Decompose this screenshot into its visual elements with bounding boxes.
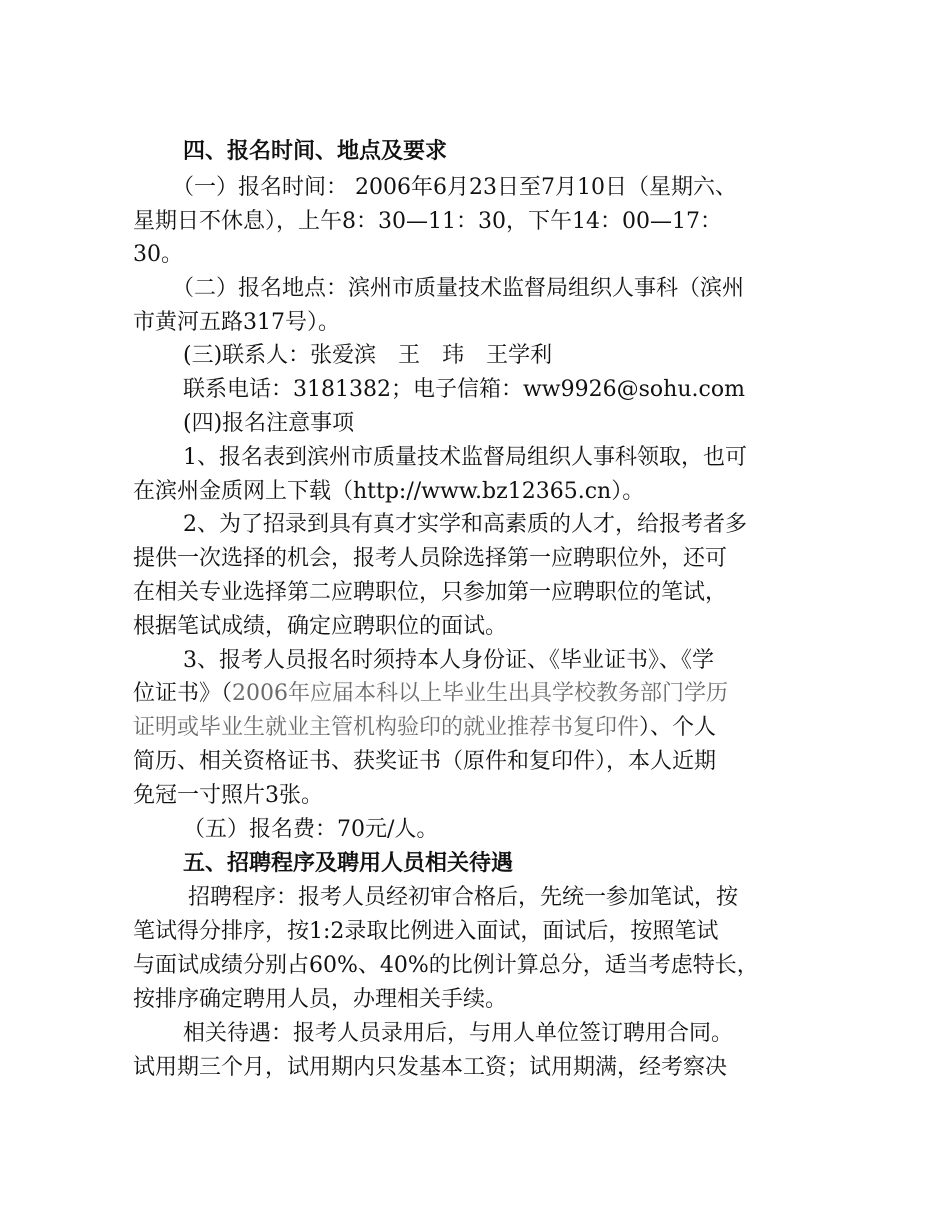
note-2-line-2: 提供一次选择的机会，报考人员除选择第一应聘职位外，还可 <box>133 546 728 571</box>
note-1-line-2: 在滨州金质网上下载（http://www.bz12365.cn）。 <box>133 479 645 504</box>
note-3-line-3 <box>133 710 716 746</box>
note-3-gray-text-1: 2006年应届本科以上毕业生出具学校教务部门学历 <box>232 681 729 706</box>
treatment-line-2: 试用期三个月，试用期内只发基本工资；试用期满，经考察决 <box>133 1055 728 1080</box>
note-3-suffix: ）、个人 <box>639 715 717 740</box>
procedure-line-2: 笔试得分排序，按1:2录取比例进入面试，面试后，按照笔试 <box>133 919 719 944</box>
note-2-line-3: 在相关专业选择第二应聘职位，只参加第一应聘职位的笔试， <box>133 580 728 605</box>
note-3-line-4: 简历、相关资格证书、获奖证书（原件和复印件），本人近期 <box>133 749 717 774</box>
section-heading-5: 五、招聘程序及聘用人员相关待遇 <box>183 851 514 876</box>
note-2-line-4: 根据笔试成绩，确定应聘职位的面试。 <box>133 614 508 639</box>
treatment-line-1: 相关待遇：报考人员录用后，与用人单位签订聘用合同。 <box>183 1021 734 1046</box>
registration-time-line-2: 星期日不休息），上午8：30—11：30，下午14：00—17： <box>133 209 722 234</box>
registration-fee-line: （五）报名费：70元/人。 <box>183 817 439 842</box>
note-3-line-2 <box>133 676 728 712</box>
note-3-prefix: 位证书》（ <box>133 681 233 706</box>
registration-time-line-1: （一）报名时间： 2006年6月23日至7月10日（星期六、 <box>172 175 737 200</box>
note-3-line-5: 免冠一寸照片3张。 <box>133 783 323 808</box>
section-heading-4: 四、报名时间、地点及要求 <box>183 139 448 164</box>
procedure-line-1: 招聘程序：报考人员经初审合格后，先统一参加笔试，按 <box>188 885 739 910</box>
note-3-line-1: 3、报考人员报名时须持本人身份证、《毕业证书》、《学 <box>183 648 714 673</box>
registration-time-line-3: 30。 <box>133 242 183 267</box>
registration-place-line-1: （二）报名地点：滨州市质量技术监督局组织人事科（滨州 <box>172 276 745 301</box>
note-3-gray-text-2: 证明或毕业生就业主管机构验印的就业推荐书复印件 <box>133 715 640 740</box>
contact-person-line: (三)联系人：张爱滨 王 玮 王学利 <box>183 343 553 368</box>
notes-heading: (四)报名注意事项 <box>183 411 355 436</box>
registration-place-line-2: 市黄河五路317号）。 <box>133 310 340 335</box>
procedure-line-3: 与面试成绩分别占60%、40%的比例计算总分，适当考虑特长， <box>133 953 759 978</box>
procedure-line-4: 按排序确定聘用人员，办理相关手续。 <box>133 987 508 1012</box>
contact-info-line: 联系电话：3181382；电子信箱：ww9926@sohu.com <box>183 377 745 402</box>
note-1-line-1: 1、报名表到滨州市质量技术监督局组织人事科领取，也可 <box>183 445 747 470</box>
note-2-line-1: 2、为了招录到具有真才实学和高素质的人才，给报考者多 <box>183 512 747 537</box>
